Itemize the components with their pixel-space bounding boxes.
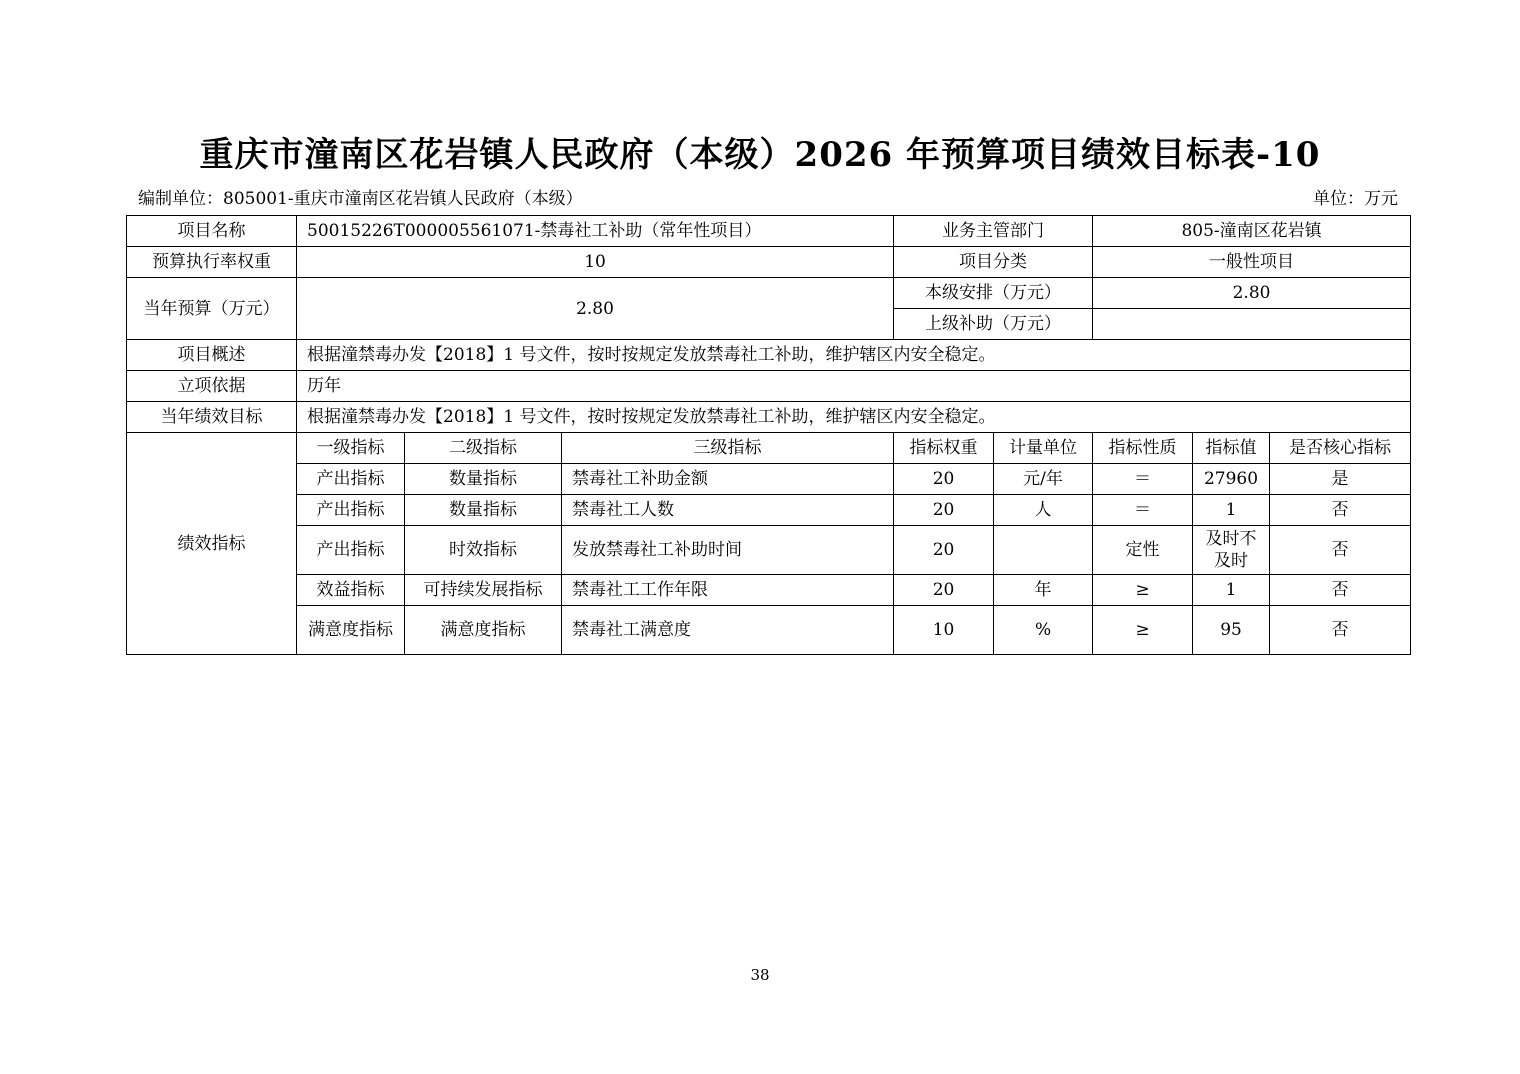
- goal-label: 当年绩效目标: [127, 402, 297, 433]
- value-cell: 95: [1193, 606, 1270, 655]
- page-title: 重庆市潼南区花岩镇人民政府（本级）2026 年预算项目绩效目标表-10: [199, 135, 1321, 175]
- level3-cell: 禁毒社工满意度: [562, 606, 894, 655]
- value-cell: 1: [1193, 495, 1270, 526]
- compiling-unit: 编制单位：805001-重庆市潼南区花岩镇人民政府（本级）: [138, 189, 583, 209]
- table-row: [127, 464, 1411, 495]
- weight-cell: 20: [894, 575, 994, 606]
- level3-cell: 禁毒社工人数: [562, 495, 894, 526]
- header-unit: 计量单位: [994, 433, 1093, 464]
- currency-unit: 单位：万元: [1313, 189, 1398, 209]
- weight-cell: 10: [894, 606, 994, 655]
- core-cell: 否: [1270, 526, 1411, 575]
- unit-cell: %: [994, 606, 1093, 655]
- level1-cell: 满意度指标: [297, 606, 405, 655]
- header-core: 是否核心指标: [1270, 433, 1411, 464]
- indicator-section-label: 绩效指标: [127, 433, 297, 655]
- level1-cell: 产出指标: [297, 495, 405, 526]
- dept-label: 业务主管部门: [894, 216, 1093, 247]
- row-project-name: [127, 216, 1411, 247]
- budget-label: 当年预算（万元）: [127, 278, 297, 340]
- category-value: 一般性项目: [1093, 247, 1411, 278]
- weight-cell: 20: [894, 526, 994, 575]
- overview-label: 项目概述: [127, 340, 297, 371]
- nature-cell: ＝: [1093, 495, 1193, 526]
- unit-cell: 元/年: [994, 464, 1093, 495]
- weight-label: 预算执行率权重: [127, 247, 297, 278]
- level3-cell: 禁毒社工工作年限: [562, 575, 894, 606]
- project-name-value: 50015226T000005561071-禁毒社工补助（常年性项目）: [297, 216, 894, 247]
- weight-value: 10: [297, 247, 894, 278]
- nature-cell: ＝: [1093, 464, 1193, 495]
- level2-cell: 满意度指标: [405, 606, 562, 655]
- header-level3: 三级指标: [562, 433, 894, 464]
- dept-value: 805-潼南区花岩镇: [1093, 216, 1411, 247]
- local-label: 本级安排（万元）: [894, 278, 1093, 309]
- overview-value: 根据潼禁毒办发【2018】1 号文件，按时按规定发放禁毒社工补助，维护辖区内安全稳定。: [297, 340, 1411, 371]
- table-row: [127, 575, 1411, 606]
- table-row: [127, 606, 1411, 655]
- header-level2: 二级指标: [405, 433, 562, 464]
- value-cell: 27960: [1193, 464, 1270, 495]
- row-budget: [127, 278, 1411, 309]
- upper-value: [1093, 309, 1411, 340]
- level1-cell: 产出指标: [297, 464, 405, 495]
- category-label: 项目分类: [894, 247, 1093, 278]
- header-weight: 指标权重: [894, 433, 994, 464]
- basis-value: 历年: [297, 371, 1411, 402]
- header-level1: 一级指标: [297, 433, 405, 464]
- row-basis: [127, 371, 1411, 402]
- row-goal: [127, 402, 1411, 433]
- value-cell: 及时不及时: [1193, 526, 1270, 575]
- level2-cell: 时效指标: [405, 526, 562, 575]
- performance-target-table: [126, 215, 1411, 655]
- basis-label: 立项依据: [127, 371, 297, 402]
- unit-cell: 年: [994, 575, 1093, 606]
- goal-value: 根据潼禁毒办发【2018】1 号文件，按时按规定发放禁毒社工补助，维护辖区内安全稳定。: [297, 402, 1411, 433]
- nature-cell: ≥: [1093, 606, 1193, 655]
- budget-value: 2.80: [297, 278, 894, 340]
- nature-cell: ≥: [1093, 575, 1193, 606]
- local-value: 2.80: [1093, 278, 1411, 309]
- row-weight: [127, 247, 1411, 278]
- nature-cell: 定性: [1093, 526, 1193, 575]
- core-cell: 否: [1270, 606, 1411, 655]
- unit-cell: 人: [994, 495, 1093, 526]
- indicator-header-row: [127, 433, 1411, 464]
- weight-cell: 20: [894, 495, 994, 526]
- upper-label: 上级补助（万元）: [894, 309, 1093, 340]
- page-number: 38: [750, 966, 770, 984]
- core-cell: 否: [1270, 575, 1411, 606]
- level2-cell: 数量指标: [405, 495, 562, 526]
- level2-cell: 可持续发展指标: [405, 575, 562, 606]
- level3-cell: 禁毒社工补助金额: [562, 464, 894, 495]
- table-row: [127, 495, 1411, 526]
- level1-cell: 效益指标: [297, 575, 405, 606]
- level2-cell: 数量指标: [405, 464, 562, 495]
- level3-cell: 发放禁毒社工补助时间: [562, 526, 894, 575]
- row-overview: [127, 340, 1411, 371]
- header-nature: 指标性质: [1093, 433, 1193, 464]
- level1-cell: 产出指标: [297, 526, 405, 575]
- header-value: 指标值: [1193, 433, 1270, 464]
- unit-cell: [994, 526, 1093, 575]
- core-cell: 是: [1270, 464, 1411, 495]
- project-name-label: 项目名称: [127, 216, 297, 247]
- core-cell: 否: [1270, 495, 1411, 526]
- value-cell: 1: [1193, 575, 1270, 606]
- weight-cell: 20: [894, 464, 994, 495]
- table-row: [127, 526, 1411, 575]
